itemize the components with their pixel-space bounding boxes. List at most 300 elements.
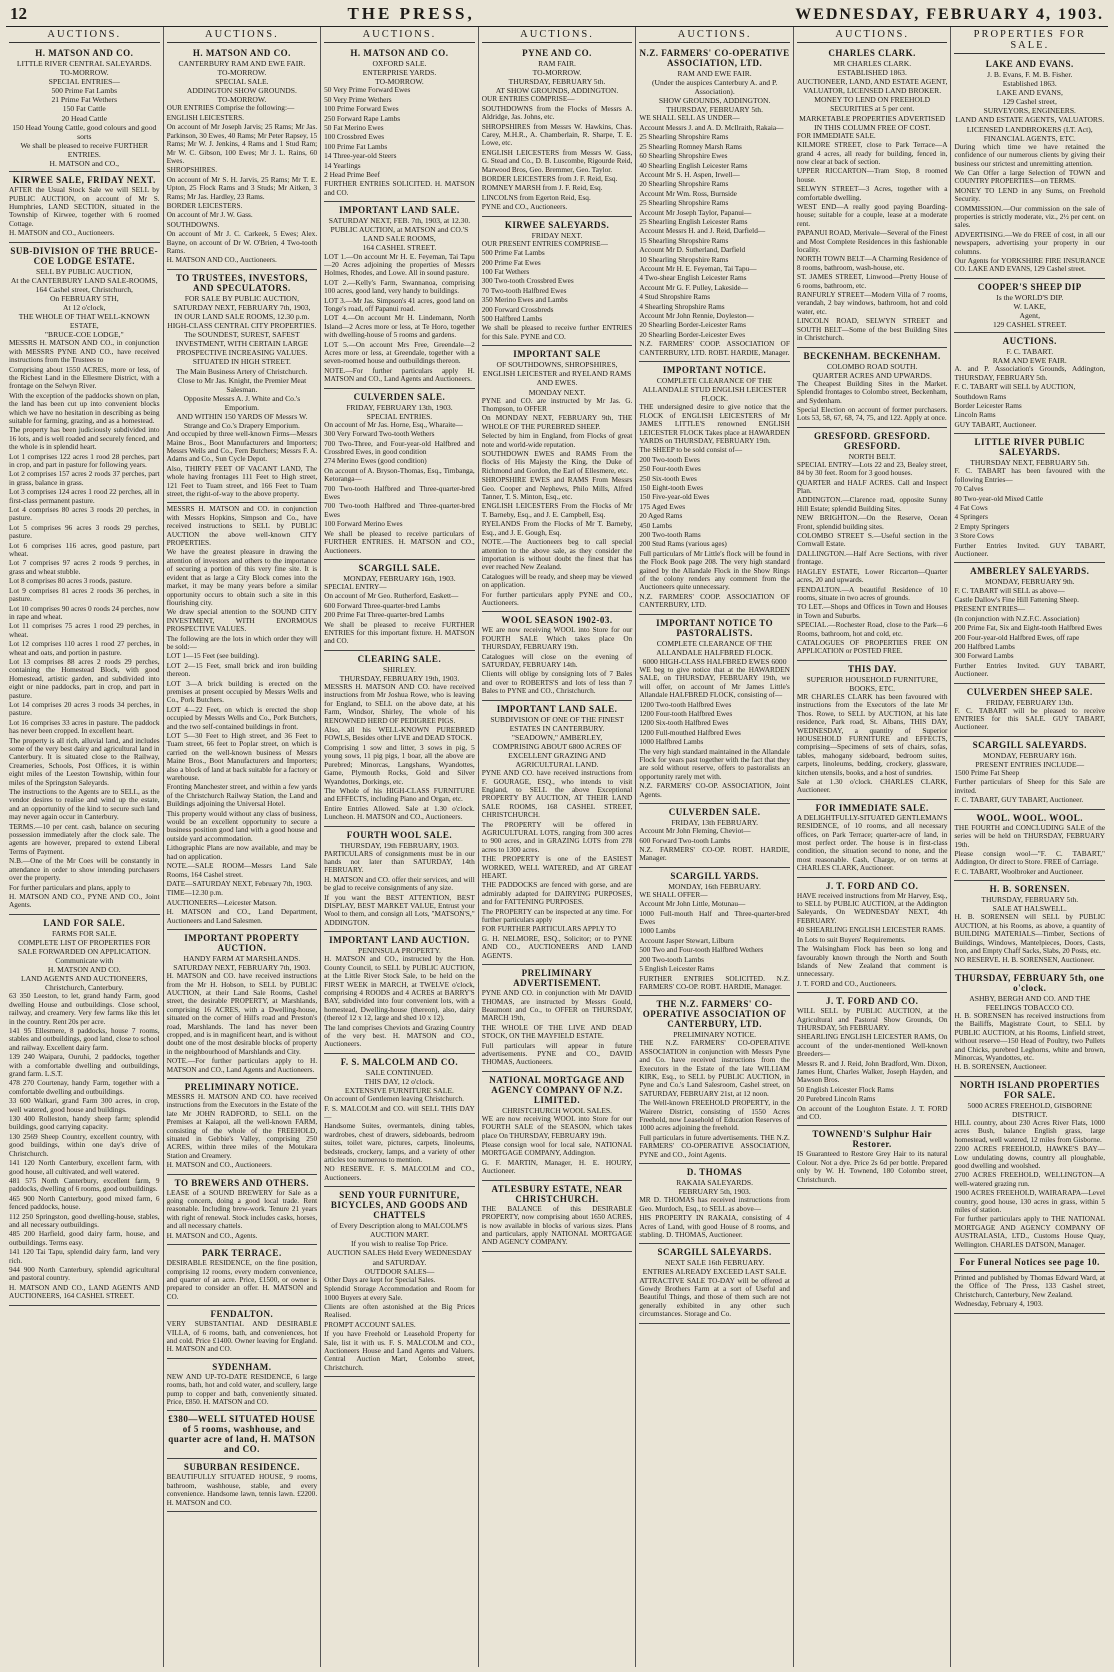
advertiser-name: FENDALTON. (210, 1309, 274, 1320)
ad-paragraph: 20 Shearling Border-Leicester Rams (639, 320, 746, 330)
ad-paragraph: WE SHALL SELL AS UNDER— (639, 113, 740, 123)
column-heading: PROPERTIES FOR SALE. (954, 27, 1105, 54)
ad-paragraph: H. MATSON and CO., Agents. (166, 1230, 258, 1240)
ad-paragraph: If you want the BEST ATTENTION, BEST DISPLAY, BEST MARKET VALUE, Entrust your Wool to them, and consign all Lots, "MATSON'S," ADDINGTON. (324, 892, 475, 927)
ad-paragraph: 4 Springers (954, 512, 988, 522)
advertisement (324, 202, 475, 388)
ad-paragraph: We shall be pleased to receive particulars of FURTHER ENTRIES. H. MATSON and CO., Auctioneers. (324, 528, 475, 555)
advertiser-name: J. T. FORD AND CO. (825, 996, 919, 1007)
ad-headline: SELL BY PUBLIC AUCTION, (36, 266, 133, 276)
ad-paragraph: 50 Very Prime Forward Ewes (324, 85, 411, 95)
ad-paragraph: For further particulars apply to THE NATIONAL MORTGAGE AND AGENCY COMPANY OF AUSTRALASIA, LTD., Customs House Quay, Wellington. CHARLES DATSON, Manager. (954, 1214, 1106, 1249)
ad-paragraph: LOT 1—15 Feet (see building). (166, 651, 260, 661)
advertiser-name: LAKE AND EVANS. (985, 59, 1074, 69)
ad-paragraph: 1200 Full-mouthed Halfbred Ewes (639, 727, 741, 737)
ad-paragraph: LOT 1.—On account Mr H. E. Feyeman, Tai Tapu—20 Acres adjoining the properties of Messrs Holmes, Rhodes, and Lowe. All in sound pasture. (324, 251, 475, 278)
ad-paragraph: Account Mr D. Sutherland, Darfield (639, 245, 746, 255)
ad-paragraph: 175 Aged Ewes (639, 501, 686, 511)
advertiser-name: IMPORTANT PROPERTY AUCTION. (184, 932, 300, 953)
ad-paragraph: 274 Merino Ewes (good condition) (324, 456, 427, 466)
ad-paragraph: DATE—SATURDAY NEXT, February 7th, 1903. (166, 878, 313, 888)
ad-headline: H. MATSON AND CO. (47, 965, 121, 975)
ad-paragraph: Catalogues will close on the evening of SATURDAY, FEBRUARY 14th. (481, 651, 633, 669)
ad-headline: Agent, (1019, 311, 1040, 321)
ad-paragraph: For further particulars apply PYNE and CO., Auctioneers. (481, 589, 633, 607)
ad-paragraph: Other Days are kept for Special Sales. (324, 1274, 436, 1284)
advertiser-name: IMPORTANT LAND SALE. (496, 703, 618, 714)
advertiser-name: CHARLES CLARK. (828, 48, 916, 58)
ad-paragraph: ENGLISH LEICESTERS from Messrs W. Gass, G. Stead and Co., D. B. Luscombe, Rigourde Reid, Marwood Bros, Geo. Bremmer, Geo. Taylor. (481, 147, 633, 174)
ad-paragraph: Lincoln Rams (954, 410, 996, 420)
ad-paragraph: This property would without any class of business, would be an excellent opportunity to secure a business position good land with a good house and outside yard accommodation. (166, 808, 318, 843)
ad-paragraph: 25 Shearling English Leicester Rams (639, 216, 748, 226)
ad-paragraph: H. MATSON and CO. offer their services, and will be glad to receive consignments of any size. (324, 874, 475, 893)
column-1 (6, 27, 164, 1667)
ad-paragraph: 80 Two-year-old Mixed Cattle (954, 493, 1044, 503)
ad-paragraph: F. S. MALCOLM and CO. will SELL THIS DAY— (324, 1103, 475, 1121)
advertiser-name: GRESFORD. GRESFORD. GRESFORD. (814, 430, 931, 451)
ad-paragraph: The Cheapest Building Sites in the Market. Splendid frontages to Colombo street, Beckenham, and Sydenham. (796, 378, 948, 405)
ad-headline: OXFORD SALE. (372, 59, 427, 68)
ad-paragraph: 3 Store Cows (954, 531, 994, 541)
ad-paragraph: We have the greatest pleasure in drawing the attention of investors and others to the importance of securing a portion of this very fine site. It is evident that as large a City Block comes into the market, it may be many years before a similar opportunity occurs to obtain such a site in this flourishing city. (166, 547, 318, 607)
advertisement (954, 56, 1105, 279)
ad-paragraph: PAPANUI ROAD, Merivale—Several of the Finest and Most Complete Residences in this fashionable locality. (796, 228, 948, 255)
ad-paragraph: MR D. THOMAS has received instructions from Geo. Murdoch, Esq., to SELL as above— (639, 1195, 790, 1213)
ad-paragraph: FURTHER ENTRIES SOLICITED. N.Z. FARMERS' CO-OP. ROBT. HARDIE, Manager. (639, 973, 790, 991)
advertisement (639, 45, 790, 362)
ad-paragraph: The PROPERTY will be offered in AGRICULTURAL LOTS, ranging from 300 acres to 900 acres, and in GRAZING LOTS from 278 acres to 1300 acres. (481, 819, 633, 854)
ad-paragraph: THE BALANCE of this DESIRABLE PROPERTY, now comprising about 1650 ACRES, is now available in blocks of various sizes. Plans and particulars, apply NATIONAL MORTGAGE AND AGENCY COMPANY. (481, 1203, 633, 1247)
ad-paragraph: Selected by him in England, from Flocks of great note and world-wide reputation. (481, 431, 633, 449)
advertiser-name: TOWNEND'S Sulphur Hair Restorer. (812, 1129, 933, 1150)
advertiser-name: IMPORTANT NOTICE. (662, 365, 767, 376)
ad-headline: SHIRLEY. (382, 664, 416, 674)
ad-headline: MARKETABLE PROPERTIES ADVERTISED IN THIS COLUMN FREE OF COST. (799, 113, 946, 132)
ad-paragraph: G. H. NELMORE, ESQ., Solicitor; or to PYNE AND CO., AUCTIONEERS AND LAND AGENTS. (481, 933, 633, 960)
advertiser-name: IMPORTANT LAND SALE. (339, 205, 460, 216)
ad-paragraph: On account of Gentlemen leaving Christchurch. (324, 1094, 464, 1104)
ad-headline: 500 Prime Fat Lambs (51, 86, 118, 96)
ad-paragraph: For further particulars and plans, apply to (9, 882, 131, 892)
ad-paragraph: LINCOLN ROAD, SELWYN STREET and SOUTH BELT—Some of the best Building Sites in Christchurch. (796, 316, 948, 343)
ad-headline: LITTLE RIVER CENTRAL SALEYARDS. (16, 59, 152, 68)
ad-paragraph: 700 Two-Three, and Four-year-old Halfbred and Crossbred Ewes, in good condition (324, 438, 475, 457)
ad-paragraph: SHROPSHIRES. (166, 165, 218, 175)
ad-headline: ASHBY, BERGH AND CO. AND THE FEELINGS TOBACCO CO. (969, 993, 1091, 1012)
advertisement (797, 661, 948, 800)
ad-paragraph: H. MATSON and CO., Auctioneers. (166, 1160, 272, 1170)
ad-paragraph: 10 Shearling Shropshire Rams (639, 254, 729, 264)
ad-paragraph: 100 Forward Merino Ewes (324, 519, 403, 529)
ad-headline: On FEBRUARY 5TH, (49, 293, 119, 303)
ad-paragraph: 2700 ACRES FREEHOLD, WELLINGTON—A well-watered grazing run. (954, 1170, 1106, 1188)
ad-headline: TO-MORROW. (217, 68, 267, 78)
advertisement (797, 45, 948, 348)
advertiser-name: SCARGILL YARDS. (670, 870, 759, 881)
advertiser-name: IMPORTANT SALE (513, 349, 601, 360)
ad-headline: EXTENSIVE FURNITURE SALE. (344, 1086, 454, 1096)
ad-headline: QUARTER ACRES AND UPWARDS. (812, 370, 932, 380)
ad-paragraph: KILMORE STREET, close to Park Terrace—A grand 4 acres, all ready for building, fenced in, now clear at back of section. (796, 140, 948, 166)
ad-headline: THURSDAY, 19th FEBRUARY, 1903. (340, 840, 459, 850)
ad-paragraph: 33 600 Walkari, grand Farm 300 acres, in crop, well watered, good house and buildings. (9, 1096, 160, 1114)
advertisement (167, 503, 318, 930)
ad-paragraph: ST. JAMES STREET, Linwood—Pretty House of 6 rooms, bathroom, etc. (796, 272, 948, 290)
advertisement (167, 1306, 318, 1359)
advertisement (797, 348, 948, 428)
ad-paragraph: 70 Calves (954, 484, 984, 494)
ad-paragraph: 1200 Two-tooth Halfbred Ewes (639, 699, 732, 709)
ad-paragraph: H. MATSON and CO., instructed by the Hon. County Council, to SELL by PUBLIC AUCTION, at the Little River Stock Sale, to be held on the FIRST WEEK in MARCH, at TWELVE o'clock, comprising 4 ROODS and 4 ACRES at BARRY'S BAY, subdivided into four convenient lots, with a homestead, Dwelling-house (thereon), also, dairy (thereof 12 x 12, large and shed 10 x 12). (324, 954, 475, 1023)
ad-paragraph: The Walsingham Flock has been so long and favourably known through the North and South Islands of New Zealand that comment is unnecessary. (796, 944, 948, 979)
ad-paragraph: Lot 5 comprises 96 acres 3 roods 29 perches, pasture. (9, 522, 160, 541)
advertiser-name: WOOL. WOOL. WOOL. (976, 812, 1083, 823)
ad-paragraph: The following are the lots in which order they will be sold:— (166, 633, 318, 651)
advertiser-name: COOPER'S SHEEP DIP (977, 281, 1082, 292)
advertisement (324, 932, 475, 1054)
ad-headline: LAND AGENTS AND AUCTIONEERS, (21, 974, 148, 984)
advertiser-name: PRELIMINARY NOTICE. (184, 1082, 300, 1092)
advertiser-name: KIRWEE SALEYARDS. (504, 219, 610, 230)
ad-paragraph: 14 Yearlings (324, 160, 361, 170)
advertiser-name: SEND YOUR FURNITURE, BICYCLES, AND GOODS AND CHATTELS (330, 1190, 468, 1221)
advertisement (639, 868, 790, 997)
ad-paragraph: Lot 1 comprises 122 acres 1 rood 28 perches, part in crop, and part in pasture for following years. (9, 451, 160, 469)
ad-paragraph: 1000 Lambs (639, 926, 676, 936)
ad-headline: 129 Cashel street, (1002, 97, 1057, 107)
ad-headline: FARMS FOR SALE. (51, 928, 117, 938)
ad-headline: THIS DAY, 12 o'clock. (364, 1076, 435, 1086)
ad-paragraph: H. MATSON AND CO., Auctioneers. (166, 255, 277, 265)
ad-paragraph: Full particulars will appear in future advertisements. PYNE and CO., DAVID THOMAS, Auctioneers. (481, 1040, 633, 1067)
advertiser-name: LAND FOR SALE. (43, 917, 126, 928)
ad-paragraph: BORDER LEICESTERS from J. F. Reid, Esq. (481, 174, 618, 184)
ad-paragraph: 100 Fat Wethers (481, 266, 530, 276)
ad-paragraph: Also, all his WELL-KNOWN PUREBRED FOWLS, Besides other LIVE and DEAD STOCK. (324, 725, 475, 743)
advertisement (954, 1272, 1105, 1314)
ad-paragraph: UPPER RICCARTON—Tram Stop, 8 roomed house. (796, 166, 948, 184)
ad-paragraph: SPECIAL ENTRY— (324, 582, 387, 591)
ad-headline: If you wish to realise Top Price. (350, 1239, 448, 1249)
ad-paragraph: FENDALTON.—A beautiful Residence of 10 rooms, situate in two acres of grounds. (796, 584, 948, 602)
ad-paragraph: TERMS.—10 per cent. cash, balance on securing possession immediately after the clock sale. The agents are however, prepared to extend Liberal Terms of Payment. (9, 821, 160, 856)
ad-paragraph: The Well-known FREEHOLD PROPERTY, in the Wairere District, consisting of 1550 Acres Freehold, now Leasehold of Education Reserves of 1000 acres adjoining the freehold. (639, 1098, 790, 1133)
ad-paragraph: H. MATSON and CO. have received instructions from the Mr H. Hobson, to SELL by PUBLIC AUCTION, at their Land Sale Rooms, Cashel street, the desirable PROPERTY, at Marshlands, comprising 16 ACRES, with a Dwelling-house, situated on the corner of Hill's road and Preston's road, Marshlands. The land has never been cropped, and is in magnificent heart, and is without doubt one of the most desirable blocks of property in the neighbourhood of Marshlands and City. (166, 971, 318, 1056)
ad-paragraph: MESSRS H. MATSON and CO. in conjunction with Messrs Hopkins, Simpson and Co., have received instructions to SELL by PUBLIC AUCTION the above well-known CITY PROPERTIES. (166, 504, 318, 548)
ad-paragraph: ADVERTISING.—We do FREE of cost, in all our newspapers, advertising your property in our columns. (954, 229, 1106, 256)
ad-paragraph: On account of the Loughton Estate. J. T. FORD and CO. (796, 1103, 948, 1121)
ad-headline: OF SOUTHDOWNS, SHROPSHIRES, ENGLISH LEICESTER and RYELAND RAMS AND EWES. (482, 360, 632, 388)
ad-headline: SATURDAY NEXT, FEBRUARY 7th, 1903. (173, 963, 311, 973)
ad-headline: 21 Prime Fat Wethers (51, 95, 118, 105)
ad-headline: 150 Fat Cattle (62, 104, 106, 114)
advertisement (167, 270, 318, 504)
column-5 (636, 27, 794, 1667)
ad-headline: SALE AT HALSWELL. (992, 904, 1067, 914)
ad-paragraph: NOTE.—For further particulars apply to H. MATSON and CO., Land Agents and Auctioneers. (166, 1056, 318, 1074)
advertiser-name: H. MATSON AND CO. (350, 48, 449, 58)
ad-paragraph: Lot 11 comprises 75 acres 1 rood 29 perches, in wheat. (9, 621, 160, 639)
ad-headline: FOR SALE BY PUBLIC AUCTION, (184, 293, 299, 303)
ad-paragraph: LOT 3—A brick building is erected on the premises at present occupied by Messrs Wells and Co., Pork Butchers. (166, 678, 318, 705)
ad-paragraph: Please consign wool—"F. C. TABART," Addington, Or direct to Store. FREE of Carriage. (954, 848, 1106, 867)
ad-paragraph: 100 Crossbred Ewes (324, 132, 385, 142)
advertiser-name: CLEARING SALE. (357, 653, 442, 664)
ad-paragraph: COMMISSION.—Our commission on the sale of properties is strictly moderate, viz., 2½ per cent. on sales. (954, 203, 1106, 230)
ad-paragraph: The very high standard maintained in the Allandale Flock for years past together with the fact that they are sold without reserve, offers to pastoralists an opportunity rarely met with. (639, 746, 790, 781)
ad-headline: ADDINGTON SHOW GROUNDS. (186, 86, 297, 96)
ad-headline: NEXT SALE 16th FEBRUARY. (664, 1258, 765, 1268)
ad-paragraph: We draw special attention to the SOUND CITY INVESTMENT, WITH ENORMOUS PROSPECTIVE VALUES. (166, 607, 318, 634)
ad-headline: 164 Cashel street, Christchurch, (35, 284, 133, 294)
ad-paragraph: H. B. SORENSEN will SELL by PUBLIC AUCTION, at his Rooms, as above, a quantity of BUILDING MATERIALS—Timber, Sections of Buildings, Windows, Mantelpieces, Doors, Casts, Iron, and Empty Chaff Sacks, Slabs, 20 Posts, etc. (954, 912, 1106, 955)
advertisement (797, 428, 948, 661)
ad-paragraph: The SHEEP to be sold consist of— (639, 445, 743, 455)
ad-headline: COMPLETE LIST OF PROPERTIES FOR SALE FORWARDED ON APPLICATION. (17, 937, 151, 956)
ad-paragraph: 25 Shearling Romney Marsh Rams (639, 141, 742, 151)
ad-headline: The Main Business Artery of Christchurch. (176, 366, 308, 376)
ad-paragraph: N.B.—One of the Mr Coes will be constantly in attendance in order to show intending purchasers over the property. (9, 856, 160, 883)
advertiser-name: CULVERDEN SALE. (353, 391, 446, 402)
ad-headline: 150 Head Young Cattle, good colours and good sorts (12, 122, 157, 141)
ad-paragraph: Lot 6 comprises 116 acres, good pasture, part wheat. (9, 540, 160, 559)
ad-paragraph: On account of Mr Joseph Jarvis; 25 Rams; Mr Jas. Parkinson, 30 Ewes, 40 Rams; Mr Peter Rapsey, 15 Rams; Mr W. J. Jenkins, 4 Rams and 1 Stud Ram; Mr W. C. Gibson, 100 Ewes; Mr J. L. Rains, 60 Ewes. (166, 122, 318, 165)
ad-headline: AUCTION SALES Held Every WEDNESDAY and SATURDAY. (326, 1248, 472, 1267)
ad-paragraph: Special Election on account of former purchasers. Lots 53, 58, 67, 68, 74, 75, and 122. Apply at once. (796, 404, 948, 423)
ad-paragraph: ROMNEY MARSH from J. F. Reid, Esq. (481, 183, 603, 193)
issue-date: WEDNESDAY, FEBRUARY 4, 1903. (795, 6, 1104, 23)
ad-paragraph: H. MATSON and CO., Land Department, Auctioneers and Land Salesmen. (166, 907, 318, 925)
advertiser-name: BECKENHAM. BECKENHAM. (803, 350, 941, 361)
advertiser-name: TO TRUSTEES, INVESTORS, AND SPECULATORS. (175, 272, 308, 293)
ad-headline: OUTDOOR SALES— (364, 1266, 435, 1276)
ad-paragraph: PRESENT ENTRIES— (954, 604, 1026, 614)
ad-paragraph: Lot 12 comprises 110 acres 1 rood 27 perches, in wheat and oats, and portion in pasture. (9, 639, 160, 657)
ad-paragraph: 944 900 North Canterbury, splendid agricultural and pastoral country. (9, 1264, 160, 1283)
advertiser-name: THIS DAY. (848, 663, 897, 674)
ad-paragraph: MR CHARLES CLARK has been favoured with instructions from the Executors of the late Mr Thos. Rowe, to SELL by AUCTION, at his late residence, Park road, St. Albans, THIS DAY, WEDNESDAY, a quantity of Superior HOUSEHOLD FURNITURE and EFFECTS, comprising—Specimens of sets of chairs, sofas, tables, mahogany sideboard, bedroom suites, carpets, linoleums, bedding, crockery, glassware, kitchen utensils, books, and a host of sundries. (796, 691, 948, 777)
ad-headline: COMPLETE CLEARANCE OF THE ALLANDALE STUD ENGLISH LEICESTER FLOCK. (642, 376, 787, 404)
ad-headline: ESTABLISHED 1863. (837, 68, 907, 78)
ad-paragraph: AFTER the Usual Stock Sale we will SELL by PUBLIC AUCTION, on account of Mr S. Humphries, LAND SECTION, situated in the Township of Kirwee, together with 6 roomed Cottage. (9, 185, 160, 228)
advertisement (167, 1245, 318, 1306)
advertiser-name: PARK TERRACE. (202, 1248, 282, 1259)
ad-paragraph: WE beg to give notice that at the HAWARDEN SALE, on THURSDAY, FEBRUARY 19th, we will offer, on account of Mr James Little's Allandale HALFBRED FLOCK, consisting of— (639, 664, 790, 700)
advertisement (482, 1072, 633, 1181)
ad-paragraph: 1200 Six-tooth Halfbred Ewes (639, 718, 729, 728)
ad-headline: COMPRISING ABOUT 6800 ACRES OF EXCELLENT GRAZING AND AGRICULTURAL LAND. (492, 741, 622, 770)
ad-paragraph: We shall be pleased to receive further ENTRIES for this Sale. PYNE and CO. (481, 323, 633, 341)
ad-paragraph: MESSRS H. MATSON AND CO. have received instructions from Mr Joshua Rowe, who is leaving for England, to SELL on the above date, at his Farm, Windsor, Shirley, The whole of his RENOWNED HERD OF PEDIGREE PIGS. (324, 682, 475, 725)
ad-paragraph: Lot 13 comprises 88 acres 2 roods 29 perches, containing the Homestead Block, with good Homestead, artistic garden, and subdivided into eight or nine paddocks, part in crop, and part in pasture. (9, 656, 160, 700)
ad-paragraph: LOT 3.—Mr Jas. Simpson's 41 acres, good land on Tonge's road, off Papanui road. (324, 295, 475, 313)
ad-headline: CANTERBURY RAM AND EWE FAIR. (178, 59, 306, 68)
ad-paragraph: H. MATSON and CO., Auctioneers. (9, 228, 115, 238)
advertiser-name: J. T. FORD AND CO. (825, 880, 919, 891)
ad-paragraph: 200 Two-tooth Lambs (639, 954, 704, 964)
ad-paragraph: 130 2569 Sheep Country, excellent country, with good buildings, within one day's drive of Christchurch. (9, 1131, 160, 1158)
ad-paragraph: 300 Very Forward Two-tooth Wethers (324, 429, 435, 439)
advertiser-name: KIRWEE SALE, FRIDAY NEXT. (12, 175, 156, 186)
ad-paragraph: BEAUTIFULLY SITUATED HOUSE, 9 rooms, bathroom, washhouse, stable, and every convenience. Handsome lawn, tennis lawn. £2200. H. MATSON and CO. (166, 1472, 318, 1507)
ad-paragraph: Lot 7 comprises 97 acres 2 roods 9 perches, in grass and wheat stubble. (9, 558, 160, 576)
ad-paragraph: CATALOGUES OF PROPERTIES FREE ON APPLICATION or POSTED FREE. (796, 637, 948, 656)
ad-paragraph: NOTE.—The Auctioneers beg to call special attention to the above sale, as they consider the importation is without doubt the finest that has ever reached New Zealand. (481, 537, 633, 572)
advertisement (954, 737, 1105, 810)
ad-paragraph: Account Mr John Rennie, Doyleston— (639, 311, 754, 320)
ad-paragraph: Lithographic Plans are now available, and may be had on application. (166, 843, 318, 861)
advertiser-name: D. THOMAS (686, 1167, 743, 1178)
ad-paragraph: VERY SUBSTANTIAL AND DESIRABLE VILLA, of 6 rooms, bath, and conveniences, hot and cold. Price £1400. Owner leaving for England. H. MATSON and CO. (166, 1319, 318, 1354)
ad-paragraph: Full particulars of Mr Little's flock will be found in the Flock Book page 208. The very high standard gained by the Allandale Flock in the Show Rings of the colony renders any comment from the Auctioneers quite unnecessary. (639, 548, 790, 592)
ad-paragraph: Please consign wool for local sale, NATIONAL MORTGAGE COMPANY, Addington. (481, 1140, 633, 1158)
column-6 (794, 27, 952, 1667)
ad-paragraph: We Can Offer a large Selection of TOWN and COUNTRY PROPERTIES—on TERMS. (954, 167, 1106, 186)
ad-paragraph: 100 Prime Forward Ewes (324, 104, 399, 114)
ad-paragraph: NO RESERVE. H. B. SORENSEN, Auctioneer. (954, 955, 1095, 965)
advertiser-name: FOR IMMEDIATE SALE. (815, 802, 929, 813)
ad-paragraph: LOT 4.—On account Mr H. Lindemann, North Island—2 Acres more or less, at Te Horo, together with dwelling-house of 5 rooms and gardens. (324, 313, 475, 340)
ad-paragraph: QUARTER and HALF ACRES. Call and Inspect Plan. (796, 477, 948, 496)
ad-paragraph: Printed and published by Thomas Edward Ward, at the Office of The Press, 133 Cashel street, Christchurch, Canterbury, New Zealand. (954, 1273, 1106, 1299)
advertiser-name: PYNE AND CO. (522, 48, 592, 58)
ad-paragraph: 450 Lambs (639, 520, 672, 530)
advertisement (9, 172, 160, 242)
ad-headline: SPECIAL ENTRIES— (48, 77, 120, 87)
ad-paragraph: HAVE received instructions from Mr Harvey, Esq., to SELL by PUBLIC AUCTION, at the Addington Saleyards, On WEDNESDAY NEXT, 4th FEBRUARY. (796, 890, 948, 925)
ad-paragraph: 485 200 Harfield, good dairy farm, house, and outbuildings. Terms easy. (9, 1229, 160, 1247)
ad-paragraph: LINCOLNS from Egerton Reid, Esq. (481, 192, 591, 202)
ad-paragraph: LOT 4—22 Feet, on which is erected the shop occupied by Messrs Wells and Co., Pork Butchers, and the two self-contained buildings in front. (166, 704, 318, 731)
ad-paragraph: 350 Merino Ewes and Lambs (481, 295, 568, 305)
ad-paragraph: And occupied by three well-known Firms—Messrs Maine Bros., Boot Manufacturers and Importers; Messrs Wells and Co., Fern Butchers; Messrs F. A. Adams and Co., Sun Cycle Depot. (166, 429, 318, 464)
advertisement (954, 1077, 1105, 1254)
advertisement (482, 701, 633, 966)
advertisement (639, 362, 790, 615)
advertisement (797, 993, 948, 1126)
advertisement (639, 1244, 790, 1323)
ad-paragraph: F. C. TABART will be pleased to receive ENTRIES for this SALE. GUY TABART, Auctioneer. (954, 705, 1106, 732)
ad-headline: SUPERIOR HOUSEHOLD FURNITURE, BOOKS, ETC. (806, 674, 938, 693)
ad-headline: AND WITHIN 150 YARDS OF Messrs W. Strange and Co.'s Drapery Emporium. (176, 412, 308, 431)
ad-headline: H. MATSON and CO., (49, 159, 120, 169)
ad-headline: ENTERPRISE YARDS. (362, 68, 437, 78)
advertiser-name: N.Z. FARMERS' CO-OPERATIVE ASSOCIATION, LTD. (639, 48, 790, 68)
ad-headline: Opposite Messrs A. J. White and Co.'s Emporium. (183, 393, 301, 412)
ad-paragraph: MESSRS H. MATSON AND CO. have received instructions from the Executors in the Estate of the late Mr JOHN RADFORD, to SELL on the Premises at Kaiapoi, all the well-known FARM, consisting of the whole of the FREEHOLD, situated in Gebbie's Valley, comprising 250 ACRES, within three miles of the Motukara Station and Creamery. (166, 1092, 318, 1160)
advertiser-name: H. MATSON AND CO. (192, 48, 291, 58)
advertiser-name: TO BREWERS AND OTHERS. (174, 1177, 310, 1188)
ad-headline: MONEY TO LEND ON FREEHOLD SECURITIES at 5 per cent. (814, 95, 931, 114)
ad-paragraph: SPECIAL ENTRY—Lots 22 and 23, Bealey street, 84 by 30 feet. Room for 3 good houses. (796, 459, 948, 478)
advertisement (167, 45, 318, 270)
ad-paragraph: PYNE AND CO. have received instructions from F. GOURAGE, ESQ., who intends to visit England, to SELL the above Exceptional PROPERTY BY AUCTION, AT THEIR LAND SALE ROOMS, 168 CASHEL STREET, CHRISTCHURCH. (481, 768, 633, 820)
ad-paragraph: 200 Halfbred Lambs (954, 641, 1015, 651)
ad-paragraph: WE SHALL OFFER— (639, 889, 708, 899)
advertiser-name: ATLESBURY ESTATE, NEAR CHRISTCHURCH. (491, 1183, 623, 1204)
ad-paragraph: PYNE AND CO. in conjunction with Mr DAVID THOMAS, are instructed by Messrs Gould, Beaumont and Co., to OFFER on THURSDAY, MARCH 19th, (481, 988, 633, 1023)
columns (6, 27, 1108, 1667)
ad-headline: THURSDAY, FEBRUARY 19th, 1903. (339, 673, 460, 683)
advertisement (954, 970, 1105, 1077)
ad-paragraph: Clients are often astonished at the Big Prices Realised. (324, 1301, 475, 1320)
ad-paragraph: Our Agents for YORKSHIRE FIRE INSURANCE CO. LAKE AND EVANS, 129 Cashel street. (954, 256, 1106, 274)
ad-paragraph: DALLINGTON.—Half Acre Sections, with river frontage. (796, 548, 948, 567)
advertisement (324, 1187, 475, 1377)
ad-headline: 164 CASHEL STREET. (362, 243, 437, 253)
ad-headline: Christchurch, Canterbury. (44, 983, 124, 993)
ad-paragraph: 63 350 Leeston, to let, grand handy Farm, good dwelling House and outbuildings. Close school, railway, and creamery. Very few farms like this let in the country. Rent 20s per acre. (9, 991, 160, 1026)
ad-paragraph: 20 Purebred Lincoln Rams (796, 1094, 876, 1104)
ad-paragraph: 150 Five-year-old Ewes (639, 492, 710, 502)
ad-paragraph: SOUTHDOWNS. (166, 219, 220, 229)
advertisement (9, 915, 160, 1306)
ad-headline: SPECIAL ENTRIES. (366, 411, 433, 421)
ad-paragraph: N.Z. FARMERS' CO-OP. ROBT. HARDIE, Manager. (639, 844, 790, 863)
ad-paragraph: Catalogues will be ready, and sheep may be viewed on application. (481, 571, 633, 590)
ad-paragraph: 500 Two and Four-tooth Halfbred Wethers (639, 945, 764, 955)
ad-paragraph: OUR PRESENT ENTRIES COMPRISE— (481, 238, 608, 248)
ad-paragraph: Lot 14 comprises 20 acres 3 roods 34 perches, in pasture. (9, 699, 160, 718)
ad-paragraph: Also, THIRTY FEET OF VACANT LAND, The whole having frontages 111 Feet to High street, 121 Feet to Tuam street, and 166 Feet to Tuam street, the right-of-way to the above property. (166, 463, 318, 499)
ad-paragraph: 500 Prime Fat Lambs (481, 248, 545, 258)
advertiser-name: H. MATSON AND CO. (35, 48, 134, 58)
ad-headline: NORTH BELT. (848, 451, 896, 461)
ad-headline: COMPLETE CLEARANCE OF THE ALLANDALE HALFBRED FLOCK. (656, 638, 773, 657)
ad-headline: SALE CONTINUED. (365, 1067, 433, 1077)
ad-headline: THURSDAY NEXT, FEBRUARY 5th. (970, 458, 1090, 468)
ad-paragraph: The instructions to the Agents are to SELL, as the vendor desires to realise and wind up the estate, and an opportunity of the kind to secure such land may never again occur in Canterbury. (9, 787, 160, 822)
ad-paragraph: Account Mr Joseph Taylor, Papanui— (639, 207, 752, 217)
advertisement (954, 563, 1105, 683)
advertisement (954, 881, 1105, 970)
advertisement (324, 827, 475, 933)
ad-paragraph: LEASE of a SOUND BREWERY for Sale as a going concern, doing a good local trade. Rent reasonable. Including brew-work. Tenure 21 years with right of renewal. Stock includes casks, horses, and all necessary chattels. (166, 1187, 318, 1231)
page-number: 12 (10, 4, 27, 23)
ad-paragraph: 1900 ACRES FREEHOLD, WAIRARAPA—Level country, good house, 130 acres in grass, within 5 miles of station. (954, 1188, 1106, 1215)
ad-headline: IN OUR LAND SALE ROOMS, 12.30 p.m. (174, 311, 310, 321)
ad-paragraph: 600 Forward Three-quarter-bred Lambs (324, 600, 441, 610)
ad-paragraph: On account of Mr J. C. Carkeek, 5 Ewes; Alex. Bayne, on account of Dr W. O'Brien, 4 Two-tooth Rams. (166, 229, 318, 255)
ad-paragraph: 4 Stud Shropshire Rams (639, 292, 711, 302)
ad-paragraph: Further particulars of Sheep for this Sale are invited. (954, 777, 1106, 795)
ad-paragraph: NOTE.—SALE ROOM—Messrs Land Sale Rooms, 164 Cashel street. (166, 861, 318, 879)
ad-paragraph: Further Entries Invited. GUY TABART, Auctioneer. (954, 540, 1106, 558)
ad-headline: FRIDAY, 13th FEBRUARY. (671, 818, 758, 828)
ad-paragraph: PYNE and CO. are instructed by Mr Jas. G. Thompson, to OFFER (481, 395, 633, 413)
advertiser-name: THURSDAY, FEBRUARY 5th, one o'clock. (955, 972, 1105, 993)
ad-paragraph: 500 Halfbred Lambs (481, 314, 543, 323)
advertiser-name: PRELIMINARY ADVERTISEMENT. (513, 968, 601, 989)
ad-paragraph: THE FOURTH and CONCLUDING SALE of the series will be held on THURSDAY, FEBRUARY 19th. (954, 822, 1106, 849)
ad-paragraph: AUCTIONEERS—Leicester Matson. (166, 897, 277, 907)
ad-paragraph: OUR ENTRIES COMPRISE— (481, 94, 575, 104)
ad-headline: (Under the auspices Canterbury A. and P. Association). (651, 78, 778, 97)
ad-headline: LAKE AND EVANS, (996, 88, 1063, 98)
ad-paragraph: FOR IMMEDIATE SALE. (796, 130, 876, 140)
ad-headline: LAND AND ESTATE AGENTS, VALUATORS. (955, 115, 1105, 125)
ad-headline: TO-MORROW. (59, 68, 109, 78)
advertisement (324, 651, 475, 827)
ad-paragraph: 1200 Four-tooth Halfbred Ewes (639, 708, 733, 718)
advertiser-name: CULVERDEN SALE. (668, 807, 761, 818)
ad-headline: PENINSULA PROPERTY. (357, 946, 441, 956)
ad-paragraph: Wednesday, February 4, 1903. (954, 1299, 1043, 1309)
ad-headline: W. LAKE, (1013, 301, 1046, 311)
ad-headline: FRIDAY, FEBRUARY 13th, 1903. (346, 402, 453, 412)
ad-headline: FRIDAY NEXT. (531, 230, 583, 240)
